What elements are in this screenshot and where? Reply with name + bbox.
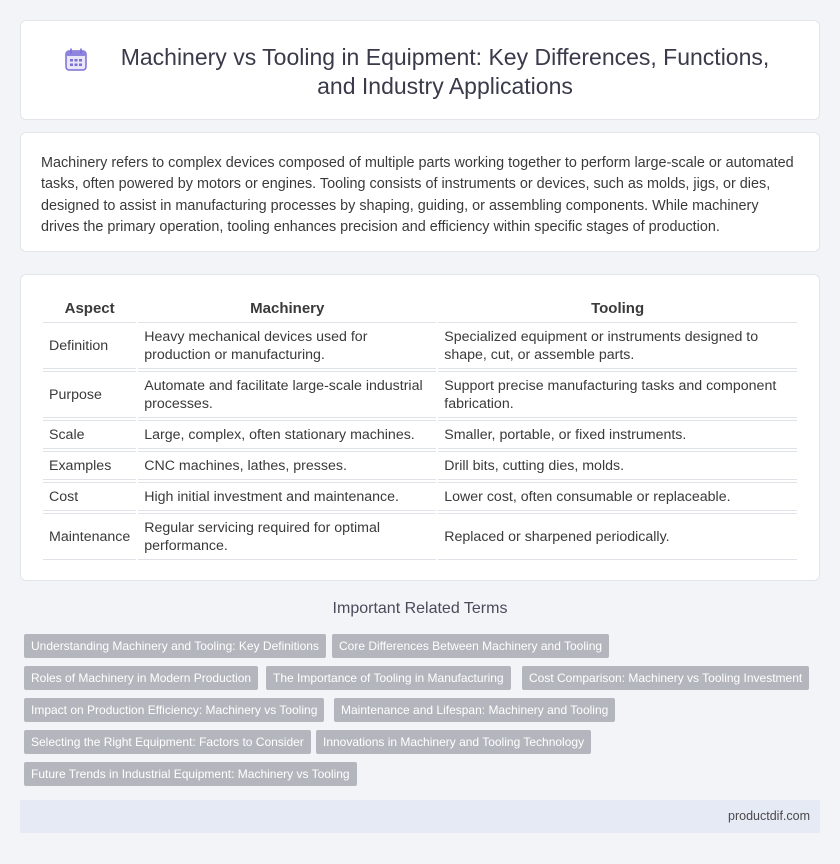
page-title: Machinery vs Tooling in Equipment: Key Differences, Functions, and Industry Applications: [120, 44, 770, 99]
cell-aspect: Definition: [43, 322, 136, 369]
cell-aspect: Scale: [43, 420, 136, 449]
related-terms-title: Important Related Terms: [332, 600, 508, 617]
related-term-tag[interactable]: Cost Comparison: Machinery vs Tooling Investment: [522, 666, 809, 690]
cell-aspect: Examples: [43, 451, 136, 480]
related-term-tag[interactable]: Innovations in Machinery and Tooling Technology: [316, 730, 591, 754]
intro-paragraph: Machinery refers to complex devices composed of multiple parts working together to perform large-scale or automated tasks, often powered by motors or engines. Tooling consists of instruments or devices, such as molds, jigs, or dies, designed to assist in manufacturing processes by shaping, guiding, or assembling components. While machinery drives the primary operation, tooling enhances precision and efficiency within specific stages of production.: [41, 155, 794, 236]
table-row: [43, 420, 797, 449]
related-term-tag[interactable]: Future Trends in Industrial Equipment: Machinery vs Tooling: [24, 762, 357, 786]
cell-tooling: Support precise manufacturing tasks and component fabrication.: [438, 371, 797, 418]
related-term-tag[interactable]: Maintenance and Lifespan: Machinery and Tooling: [334, 698, 615, 722]
cell-tooling: Specialized equipment or instruments designed to shape, cut, or assemble parts.: [438, 322, 797, 369]
cell-machinery: CNC machines, lathes, presses.: [138, 451, 436, 480]
intro-card: [20, 132, 820, 252]
related-term-tag[interactable]: Roles of Machinery in Modern Production: [24, 666, 258, 690]
calendar-grid-icon: [63, 47, 89, 73]
cell-aspect: Purpose: [43, 371, 136, 418]
cell-tooling: Lower cost, often consumable or replaceable.: [438, 482, 797, 511]
header-machinery: Machinery: [250, 300, 325, 317]
footer-site-link[interactable]: productdif.com: [728, 809, 810, 823]
cell-machinery: High initial investment and maintenance.: [138, 482, 436, 511]
cell-machinery: Automate and facilitate large-scale industrial processes.: [138, 371, 436, 418]
cell-machinery: Large, complex, often stationary machines.: [138, 420, 436, 449]
cell-tooling: Drill bits, cutting dies, molds.: [438, 451, 797, 480]
related-term-tag[interactable]: Impact on Production Efficiency: Machinery vs Tooling: [24, 698, 324, 722]
table-row: [43, 371, 797, 418]
related-term-tag[interactable]: Selecting the Right Equipment: Factors to Consider: [24, 730, 311, 754]
header-tooling: Tooling: [591, 300, 645, 317]
cell-machinery: Heavy mechanical devices used for production or manufacturing.: [138, 322, 436, 369]
table-row: [43, 513, 797, 560]
cell-tooling: Smaller, portable, or fixed instruments.: [438, 420, 797, 449]
comparison-card: [20, 274, 820, 581]
cell-tooling: Replaced or sharpened periodically.: [438, 513, 797, 560]
footer-bar: [20, 800, 820, 833]
cell-aspect: Maintenance: [43, 513, 136, 560]
cell-machinery: Regular servicing required for optimal performance.: [138, 513, 436, 560]
comparison-table: [41, 295, 799, 562]
header-aspect: Aspect: [64, 300, 115, 317]
title-card: [20, 20, 820, 120]
related-term-tag[interactable]: The Importance of Tooling in Manufacturing: [266, 666, 511, 690]
table-header-row: [43, 297, 797, 320]
cell-aspect: Cost: [43, 482, 136, 511]
table-row: [43, 322, 797, 369]
table-row: [43, 482, 797, 511]
related-term-tag[interactable]: Core Differences Between Machinery and Tooling: [332, 634, 609, 658]
table-row: [43, 451, 797, 480]
related-term-tag[interactable]: Understanding Machinery and Tooling: Key Definitions: [24, 634, 326, 658]
